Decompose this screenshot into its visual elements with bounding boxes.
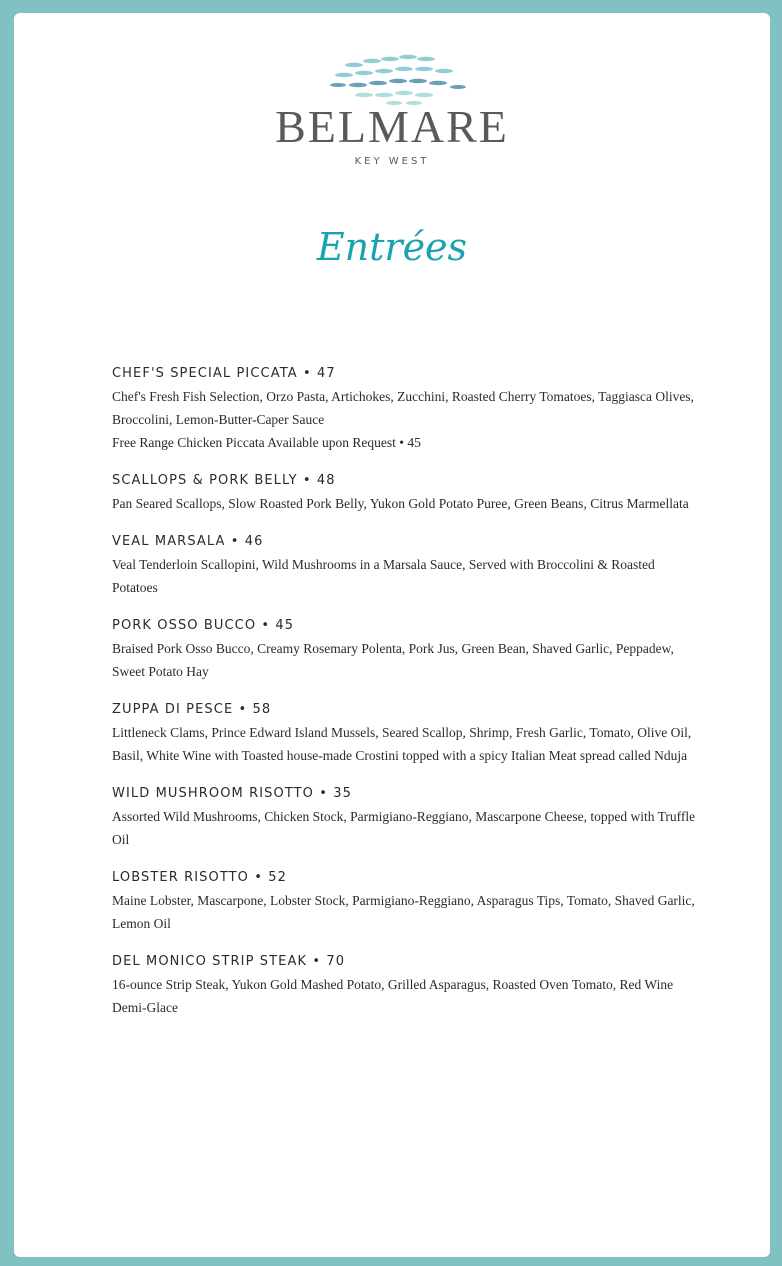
brand-name: BELMARE bbox=[275, 101, 509, 152]
menu-item-description: Pan Seared Scallops, Slow Roasted Pork Belly, Yukon Gold Potato Puree, Green Beans, Citrus Marmellata bbox=[112, 496, 689, 511]
menu-item-description: Littleneck Clams, Prince Edward Island Mussels, Seared Scallop, Shrimp, Fresh Garlic, Tomato, Olive Oil, Basil, White Wine with Toasted house-made Crostini topped with a spicy Italian Meat spread called Nduja bbox=[112, 725, 692, 763]
menu-item bbox=[112, 472, 702, 515]
menu-item-title: VEAL MARSALA • 46 bbox=[112, 534, 264, 549]
menu-item bbox=[112, 701, 702, 767]
brand-location: KEY WEST bbox=[354, 156, 430, 167]
menu-item bbox=[112, 869, 702, 935]
menu-item-description: Assorted Wild Mushrooms, Chicken Stock, Parmigiano-Reggiano, Mascarpone Cheese, topped with Truffle Oil bbox=[112, 809, 696, 847]
menu-item bbox=[112, 617, 702, 683]
menu-item-title: LOBSTER RISOTTO • 52 bbox=[112, 870, 287, 885]
menu-item-title: DEL MONICO STRIP STEAK • 70 bbox=[112, 954, 346, 969]
restaurant-logo bbox=[14, 13, 770, 193]
menu-item-description: Chef's Fresh Fish Selection, Orzo Pasta, Artichokes, Zucchini, Roasted Cherry Tomatoes, Taggiasca Olives, Broccolini, Lemon-Butter-Caper Sauce bbox=[112, 389, 694, 427]
section-title: Entrées bbox=[316, 225, 468, 269]
menu-item bbox=[112, 533, 702, 599]
menu-item-description: Braised Pork Osso Bucco, Creamy Rosemary Polenta, Pork Jus, Green Bean, Shaved Garlic, Peppadew, Sweet Potato Hay bbox=[112, 641, 674, 679]
menu-item-description: Maine Lobster, Mascarpone, Lobster Stock, Parmigiano-Reggiano, Asparagus Tips, Tomato, Shaved Garlic, Lemon Oil bbox=[112, 893, 695, 931]
menu-item-title: PORK OSSO BUCCO • 45 bbox=[112, 618, 295, 633]
menu-item-title: SCALLOPS & PORK BELLY • 48 bbox=[112, 473, 336, 488]
menu-list bbox=[112, 365, 702, 1037]
menu-page bbox=[14, 13, 770, 1257]
menu-item-description: 16-ounce Strip Steak, Yukon Gold Mashed Potato, Grilled Asparagus, Roasted Oven Tomato, Red Wine Demi-Glace bbox=[112, 977, 674, 1015]
menu-item-title: CHEF'S SPECIAL PICCATA • 47 bbox=[112, 366, 336, 381]
menu-item-title: WILD MUSHROOM RISOTTO • 35 bbox=[112, 786, 352, 801]
menu-item bbox=[112, 365, 702, 454]
menu-item bbox=[112, 785, 702, 851]
menu-item-note: Free Range Chicken Piccata Available upon Request • 45 bbox=[112, 435, 421, 450]
menu-item-title: ZUPPA DI PESCE • 58 bbox=[112, 702, 272, 717]
menu-item bbox=[112, 953, 702, 1019]
menu-item-description: Veal Tenderloin Scallopini, Wild Mushrooms in a Marsala Sauce, Served with Broccolini & Roasted Potatoes bbox=[112, 557, 655, 595]
